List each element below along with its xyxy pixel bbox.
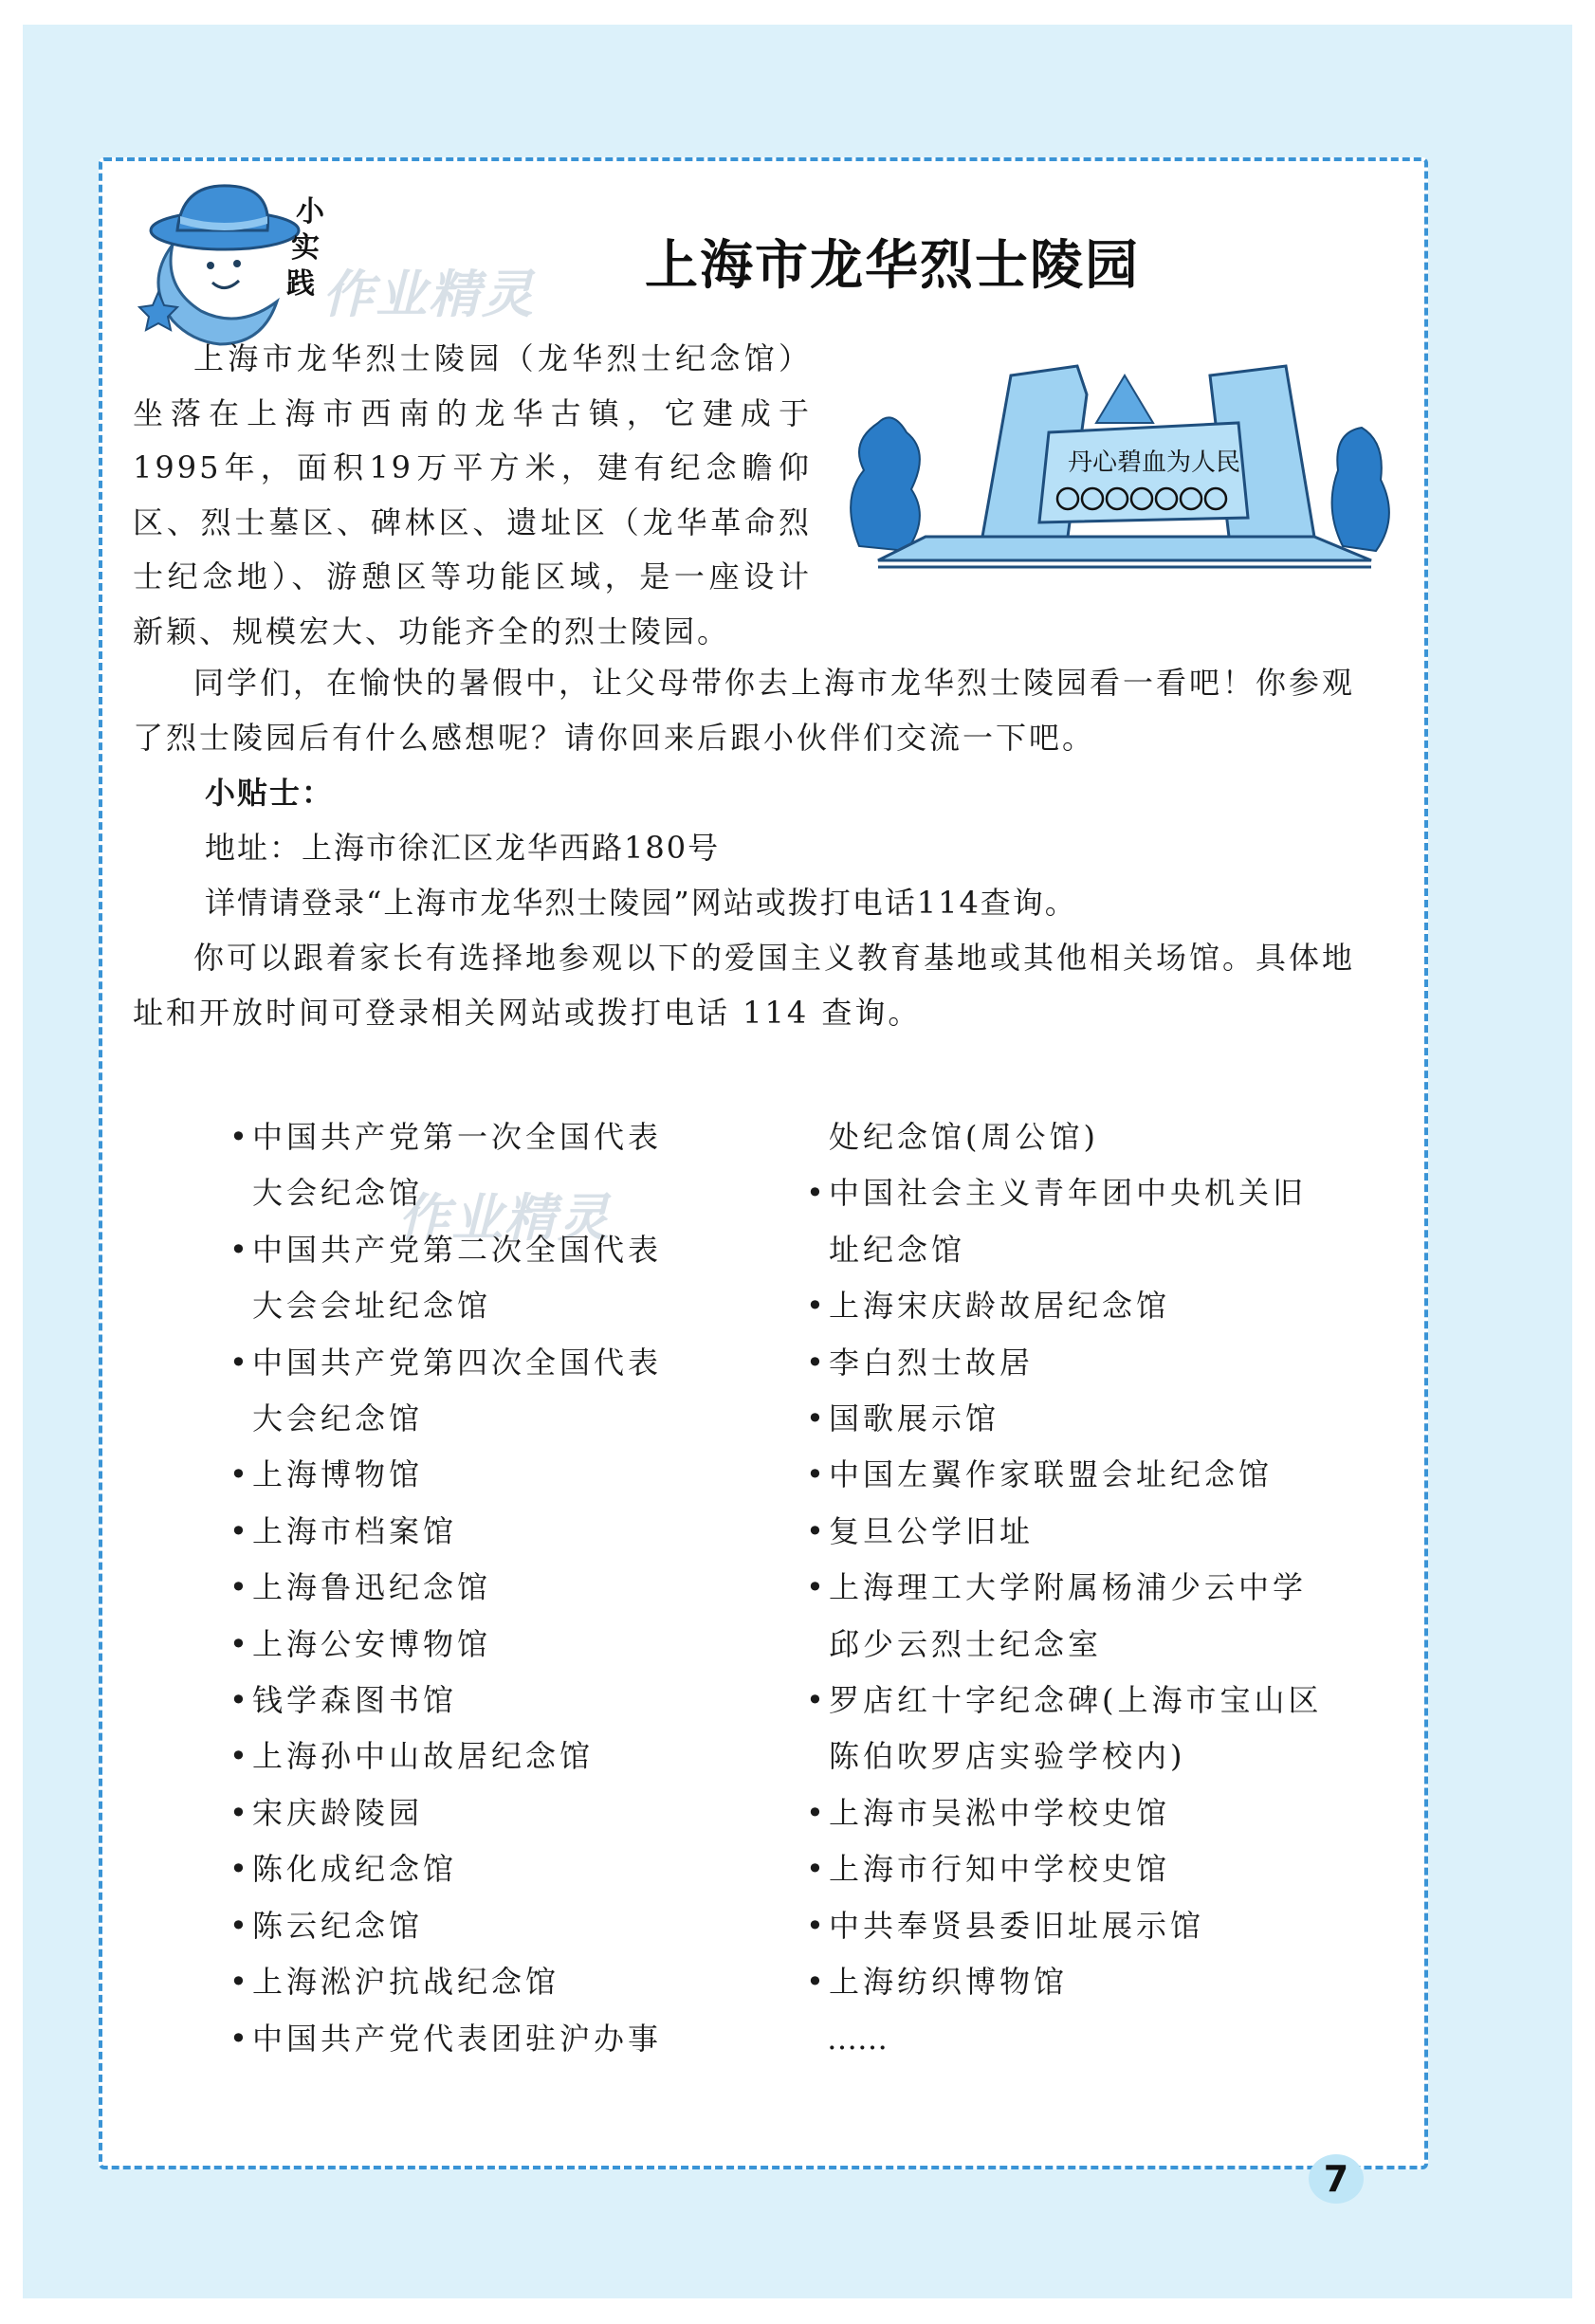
list-item: • 国歌展示馆 [806, 1391, 1323, 1447]
list-item-continuation: 陈伯吹罗店实验学校内) [829, 1738, 1186, 1775]
list-item: • 中国共产党第二次全国代表 [229, 1222, 662, 1278]
watermark: 作业精灵 [322, 265, 535, 324]
list-item: • 罗店红十字纪念碑(上海市宝山区 [806, 1673, 1323, 1729]
list-item-continuation: 大会会址纪念馆 [252, 1288, 492, 1325]
list-item: • 上海鲁迅纪念馆 [229, 1560, 662, 1616]
list-item-continuation: 大会纪念馆 [252, 1175, 424, 1212]
list-item: • 中国左翼作家联盟会址纪念馆 [806, 1447, 1323, 1503]
list-item: • 中国共产党第四次全国代表 [229, 1335, 662, 1391]
svg-text:实: 实 [291, 231, 320, 265]
list-ellipsis: …… [827, 2020, 888, 2057]
list-item: • 中国共产党第一次全国代表 [229, 1109, 662, 1165]
list-item: • 上海宋庆龄故居纪念馆 [806, 1278, 1323, 1334]
page-title: 上海市龙华烈士陵园 [645, 235, 1140, 297]
list-item: • 上海市档案馆 [229, 1504, 662, 1560]
tips-details: 详情请登录“上海市龙华烈士陵园”网站或拨打电话114查询。 [205, 885, 1077, 921]
list-item: • 上海孙中山故居纪念馆 [229, 1729, 662, 1784]
list-item: • 上海理工大学附属杨浦少云中学 [806, 1560, 1323, 1616]
list-item-continuation: 址纪念馆 [829, 1231, 966, 1268]
page-number: 7 [1309, 2154, 1364, 2204]
list-item: • 上海公安博物馆 [229, 1617, 662, 1673]
list-item: • 中共奉贤县委旧址展示馆 [806, 1898, 1323, 1954]
list-item-continuation: 处纪念馆(周公馆) [829, 1119, 1099, 1155]
list-item: • 上海纺织博物馆 [806, 1954, 1323, 2010]
list-item: • 上海市吴淞中学校史馆 [806, 1785, 1323, 1841]
list-item: • 陈化成纪念馆 [229, 1841, 662, 1897]
list-item-continuation: 大会纪念馆 [252, 1400, 424, 1437]
list-item: • 中国共产党代表团驻沪办事 [229, 2011, 662, 2067]
venue-list-right [806, 1109, 1323, 2067]
intro-paragraph: 上海市龙华烈士陵园（龙华烈士纪念馆）坐落在上海市西南的龙华古镇，它建成于1995年，面积19万平方米，建有纪念瞻仰区、烈士墓区、碑林区、遗址区（龙华革命烈士纪念地）、游憩区等功能区域，是一座设计新颖、规模宏大、功能齐全的烈士陵园。 [133, 340, 812, 650]
tips-address: 地址：上海市徐汇区龙华西路180号 [205, 830, 721, 866]
svg-text:小: 小 [296, 195, 324, 229]
watermark: 作业精灵 [398, 1188, 611, 1248]
tips-heading: 小贴士： [205, 775, 335, 811]
memorial-illustration [840, 357, 1400, 575]
list-item: • 陈云纪念馆 [229, 1898, 662, 1954]
list-item: • 上海市行知中学校史馆 [806, 1841, 1323, 1897]
list-item: • 复旦公学旧址 [806, 1504, 1323, 1560]
venue-list-left [229, 1109, 662, 2067]
invitation-paragraph: 同学们，在愉快的暑假中，让父母带你去上海市龙华烈士陵园看一看吧！你参观了烈士陵园后有什么感想呢？请你回来后跟小伙伴们交流一下吧。 [133, 665, 1356, 756]
list-item: • 宋庆龄陵园 [229, 1785, 662, 1841]
svg-text:践: 践 [286, 267, 315, 301]
list-item: • 李白烈士故居 [806, 1335, 1323, 1391]
memorial-inscription: 丹心碧血为人民 [1068, 448, 1241, 477]
visit-suggestion-paragraph: 你可以跟着家长有选择地参观以下的爱国主义教育基地或其他相关场馆。具体地址和开放时间可登录相关网站或拨打电话 114 查询。 [133, 940, 1356, 1031]
list-item: • 钱学森图书馆 [229, 1673, 662, 1729]
list-item: • 上海淞沪抗战纪念馆 [229, 1954, 662, 2010]
list-item: • 上海博物馆 [229, 1447, 662, 1503]
list-item: • 中国社会主义青年团中央机关旧 [806, 1165, 1323, 1221]
list-item-continuation: 邱少云烈士纪念室 [829, 1625, 1103, 1662]
